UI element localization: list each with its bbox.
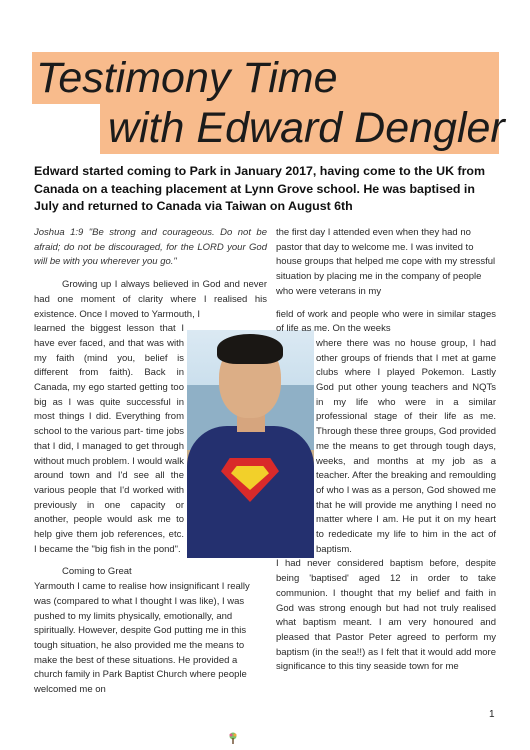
left-paragraph-1: Growing up I always believed in God and never had one moment of clarity where I realised his existence. Once I moved to Yarmouth, I: [34, 279, 267, 320]
page-number: 1: [489, 709, 495, 720]
left-paragraph-1-wrap: learned the biggest lesson that I have ever faced, and that was with my faith (mind you, belief is different from faith). Back in Canada, my ego started getting too big as I was quite successful in most things I did. Everything from school to the various part- time jobs that I did, I managed to get through without much problem. I would walk around town and I'd see all the various people that I'd worked with previously in one capacity or another, people would ask me to help give them job references, etc. I became the "big fish in the pond".: [34, 323, 184, 555]
church-tree-logo-icon: [228, 732, 238, 744]
title-banner: [32, 52, 505, 154]
title-line-1: Testimony Time: [36, 54, 338, 102]
title-line-2: with Edward Dengler: [108, 104, 505, 152]
intro-paragraph: Edward started coming to Park in January 2017, having come to the UK from Canada on a teaching placement at Lynn Grove school. He was baptised in July and returned to Canada via Taiwan on August 6th: [34, 164, 485, 213]
subheading: Coming to Great: [62, 566, 132, 578]
right-paragraph-2-wrap: where there was no house group, I had other groups of friends that I met at game clubs where I played Pokemon. Lastly God put other young teachers and NQTs in my life who were in a similar professional stage of their life as me. Through these three groups, God provided me the means to get through tough days, weeks, and months at my job as a teacher. After the breaking and remoulding of who I was as a person, God showed me that he will provide me anything I need no matter where I am. He put it on my heart to rededicate my life to him in the act of baptism.: [316, 337, 496, 555]
bible-verse: Joshua 1:9 "Be strong and courageous. Do not be afraid; do not be discouraged, for the LORD your God will be with you wherever you go.": [34, 227, 267, 268]
right-paragraph-1: the first day I attended even when they had no pastor that day to welcome me. I was invited to house groups that helped me cope with my stressful situation by placing me in the company of people who were veterans in my: [276, 227, 496, 297]
right-paragraph-2-start: field of work and people who were in similar stages of life as me. On the weeks: [276, 308, 496, 335]
right-column: [276, 226, 496, 675]
right-paragraph-2-end: I had never considered baptism before, despite being 'baptised' aged 12 in order to take communion. I thought that my belief and faith in God was strong enough but had not truly realised what baptism meant. I am very honoured and pleased that Pastor Peter agreed to perform my baptism (in the sea!!) as I felt that it would add more significance to this tiny seaside town for me: [276, 558, 496, 673]
left-paragraph-2: Yarmouth I came to realise how insignificant I really was (compared to what I thought I was like), I was pushed to my limits physically, emotionally, and spiritually. However, despite God putting me in this tough situation, he also provided me the means to make the best of these situations. He provided a church family in Park Baptist Church where people welcomed me on: [34, 581, 250, 696]
